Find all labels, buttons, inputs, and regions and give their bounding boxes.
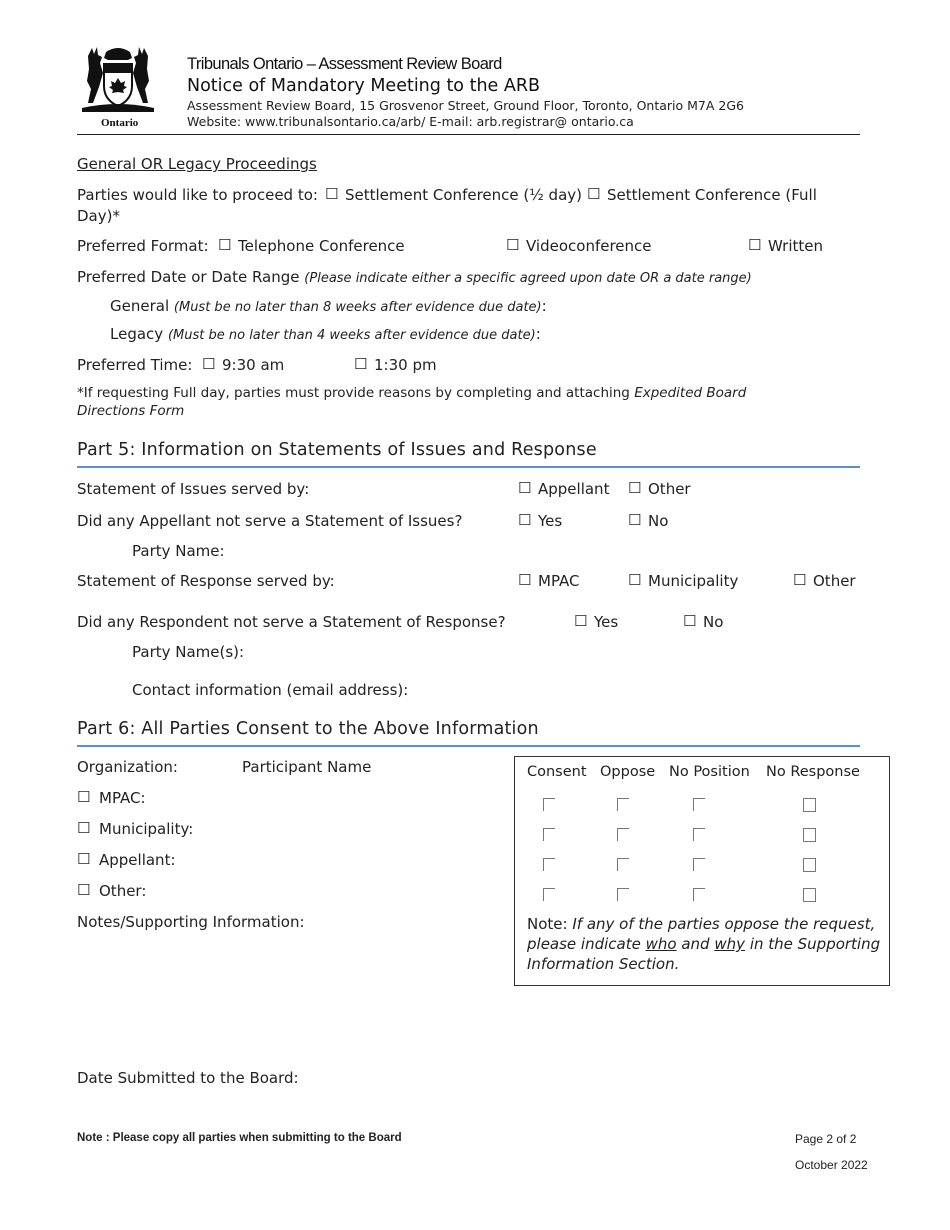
checkbox-videoconference[interactable]: ☐ [506,236,520,254]
checkbox-org-other[interactable]: ☐ [77,881,91,899]
option-soi-appellant: Appellant [538,480,610,498]
option-sor-mpac: MPAC [538,572,580,590]
checkbox-930am[interactable]: ☐ [202,355,216,373]
notes-supporting-label: Notes/Supporting Information: [77,913,305,931]
legacy-date-label: Legacy [110,325,164,343]
no-position-checkbox-mpac[interactable] [693,798,705,811]
org-other-label: Other: [99,882,147,900]
full-day-note-form: Expedited Board [634,385,747,401]
contact-info-label: Contact information (email address): [132,681,409,699]
preferred-date-note: (Please indicate either a specific agreed upon date OR a date range) [304,271,752,286]
appellant-not-serve-question: Did any Appellant not serve a Statement of Issues? [77,512,463,530]
checkbox-sor-other[interactable]: ☐ [793,571,807,589]
col-oppose: Oppose [600,764,656,780]
no-response-checkbox-mpac[interactable] [803,798,816,812]
no-position-checkbox-appellant[interactable] [693,858,705,871]
legacy-colon: : [535,325,541,343]
section-heading-part5: Part 5: Information on Statements of Issues and Response [77,440,597,460]
option-videoconference: Videoconference [526,237,652,255]
legacy-date-note: (Must be no later than 4 weeks after evidence due date) [167,328,536,343]
oppose-checkbox-mpac[interactable] [617,798,629,811]
form-title: Notice of Mandatory Meeting to the ARB [187,76,540,96]
option-130pm: 1:30 pm [374,356,437,374]
org-municipality-label: Municipality: [99,820,194,838]
section-heading-general: General OR Legacy Proceedings [77,155,317,173]
full-day-note [77,385,746,401]
consent-note-text2a: please indicate [527,935,641,953]
board-address: Assessment Review Board, 15 Grosvenor Street, Ground Floor, Toronto, Ontario M7A 2G6 [187,98,744,113]
soi-served-label: Statement of Issues served by: [77,480,310,498]
participant-name-label: Participant Name [242,758,372,776]
option-soi-no: No [648,512,669,530]
checkbox-sor-no[interactable]: ☐ [683,612,697,630]
party-name-label: Party Name: [132,542,225,560]
header-divider [77,134,860,135]
consent-checkbox-mpac[interactable] [543,798,555,811]
general-date-note: (Must be no later than 8 weeks after evidence due date) [173,300,542,315]
preferred-format-label: Preferred Format: [77,237,209,255]
ontario-coat-of-arms-logo [78,42,158,122]
checkbox-sor-mpac[interactable]: ☐ [518,571,532,589]
checkbox-telephone[interactable]: ☐ [218,236,232,254]
option-soi-other: Other [648,480,691,498]
checkbox-sor-yes[interactable]: ☐ [574,612,588,630]
oppose-checkbox-other[interactable] [617,888,629,901]
section-heading-part6: Part 6: All Parties Consent to the Above Information [77,719,539,739]
organization-label: Organization: [77,758,178,776]
oppose-checkbox-appellant[interactable] [617,858,629,871]
consent-note-line3: Information Section. [527,955,680,973]
option-telephone: Telephone Conference [238,237,405,255]
no-response-checkbox-other[interactable] [803,888,816,902]
legacy-date-row [110,325,541,343]
preferred-date-label [77,268,752,286]
org-mpac-label: MPAC: [99,789,146,807]
page-number: Page 2 of 2 [795,1132,857,1146]
date-submitted-label: Date Submitted to the Board: [77,1069,299,1087]
consent-note-who: who [645,935,677,953]
no-response-checkbox-appellant[interactable] [803,858,816,872]
no-position-checkbox-municipality[interactable] [693,828,705,841]
checkbox-sor-municipality[interactable]: ☐ [628,571,642,589]
consent-note-and: and [681,935,710,953]
option-sor-yes: Yes [594,613,619,631]
checkbox-org-municipality[interactable]: ☐ [77,819,91,837]
full-day-note-text: *If requesting Full day, parties must provide reasons by completing and attaching [77,385,630,401]
checkbox-written[interactable]: ☐ [748,236,762,254]
consent-checkbox-other[interactable] [543,888,555,901]
option-soi-yes: Yes [538,512,563,530]
col-no-position: No Position [669,764,750,780]
consent-checkbox-municipality[interactable] [543,828,555,841]
consent-note-text1: If any of the parties oppose the request, [572,915,876,933]
consent-note-why: why [714,935,746,953]
consent-note-line2 [527,935,880,953]
option-930am: 9:30 am [222,356,285,374]
org-appellant-label: Appellant: [99,851,176,869]
no-response-checkbox-municipality[interactable] [803,828,816,842]
checkbox-org-mpac[interactable]: ☐ [77,788,91,806]
preferred-date-text: Preferred Date or Date Range [77,268,300,286]
oppose-checkbox-municipality[interactable] [617,828,629,841]
option-sor-no: No [703,613,724,631]
consent-note-line1 [527,915,875,933]
col-no-response: No Response [766,764,860,780]
col-consent: Consent [527,764,587,780]
part6-divider [77,745,860,747]
checkbox-soi-other[interactable]: ☐ [628,479,642,497]
option-written: Written [768,237,823,255]
checkbox-soi-no[interactable]: ☐ [628,511,642,529]
general-colon: : [541,297,547,315]
organization-name: Tribunals Ontario – Assessment Review Board [187,55,502,73]
checkbox-settlement-half-day[interactable]: ☐ [325,185,339,203]
option-settlement-full-day-cont: Day)* [77,207,120,225]
checkbox-soi-appellant[interactable]: ☐ [518,479,532,497]
general-date-label: General [110,297,170,315]
contact-line: Website: www.tribunalsontario.ca/arb/ E-mail: arb.registrar@ ontario.ca [187,114,634,129]
checkbox-org-appellant[interactable]: ☐ [77,850,91,868]
respondent-not-serve-question: Did any Respondent not serve a Statement of Response? [77,613,506,631]
checkbox-130pm[interactable]: ☐ [354,355,368,373]
copy-parties-note: Note : Please copy all parties when submitting to the Board [77,1132,402,1144]
consent-checkbox-appellant[interactable] [543,858,555,871]
part5-divider [77,466,860,468]
option-settlement-full-day: Settlement Conference (Full [607,186,817,204]
consent-note-text2b: in the Supporting [749,935,881,953]
revision-date: October 2022 [795,1158,868,1172]
option-sor-municipality: Municipality [648,572,739,590]
sor-served-label: Statement of Response served by: [77,572,335,590]
parties-proceed-label: Parties would like to proceed to: [77,186,318,204]
general-date-row [110,297,547,315]
no-position-checkbox-other[interactable] [693,888,705,901]
full-day-note-cont: Directions Form [77,403,185,419]
option-sor-other: Other [813,572,856,590]
preferred-time-label: Preferred Time: [77,356,193,374]
consent-note-prefix: Note: [527,915,568,933]
checkbox-soi-yes[interactable]: ☐ [518,511,532,529]
checkbox-settlement-full-day[interactable]: ☐ [587,185,601,203]
option-settlement-half-day: Settlement Conference (½ day) [345,186,582,204]
party-names-label: Party Name(s): [132,643,245,661]
logo-caption: Ontario [101,117,139,129]
